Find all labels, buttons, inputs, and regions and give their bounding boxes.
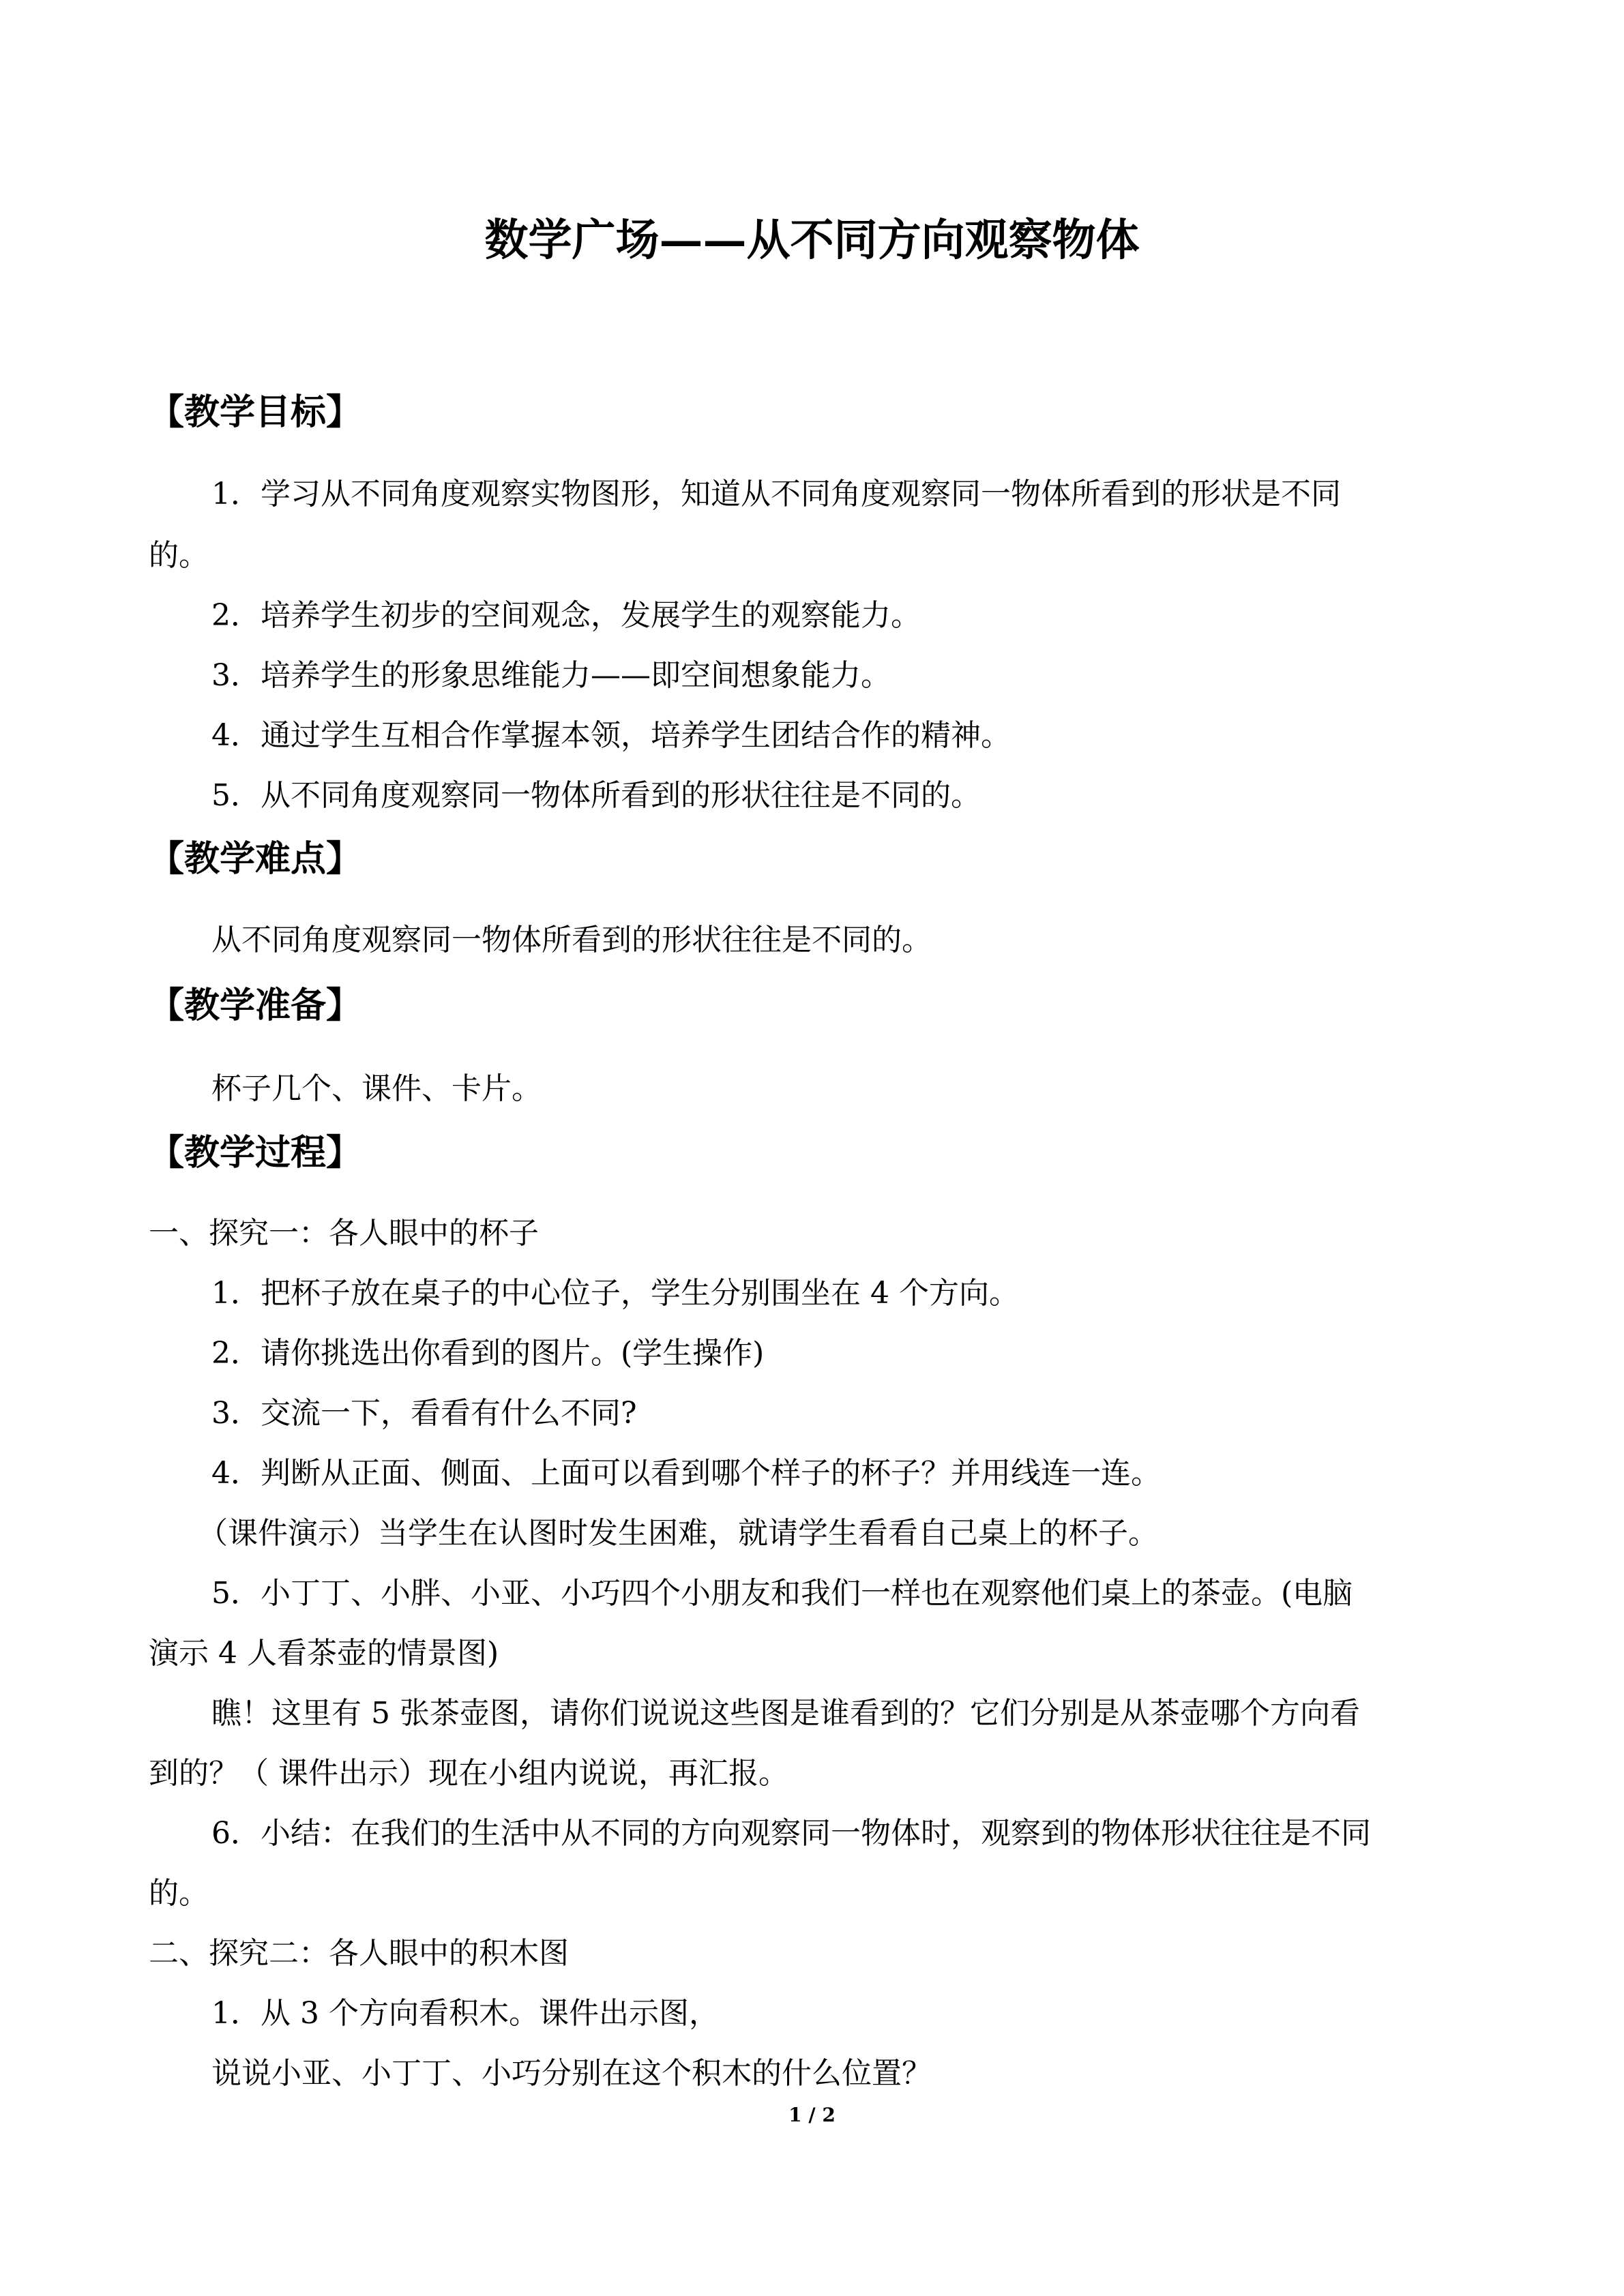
process-line: 演示 4 人看茶壶的情景图) <box>149 1636 499 1671</box>
process-line: 到的？（ 课件出示）现在小组内说说，再汇报。 <box>149 1756 788 1791</box>
preparation-text: 杯子几个、课件、卡片。 <box>211 1071 542 1106</box>
process-line: 6．小结：在我们的生活中从不同的方向观察同一物体时，观察到的物体形状往往是不同 <box>211 1816 1371 1851</box>
goal-item-5: 5．从不同角度观察同一物体所看到的形状往往是不同的。 <box>211 778 981 813</box>
goal-item-1: 1．学习从不同角度观察实物图形，知道从不同角度观察同一物体所看到的形状是不同 <box>211 477 1341 511</box>
process-line: 说说小亚、小丁丁、小巧分别在这个积木的什么位置？ <box>211 2056 932 2091</box>
difficulty-text: 从不同角度观察同一物体所看到的形状往往是不同的。 <box>211 923 932 957</box>
process-line: 5．小丁丁、小胖、小亚、小巧四个小朋友和我们一样也在观察他们桌上的茶壶。(电脑 <box>211 1576 1353 1611</box>
process-line: 1．把杯子放在桌子的中心位子，学生分别围坐在 4 个方向。 <box>211 1276 1019 1311</box>
heading-goals: 【教学目标】 <box>149 391 362 433</box>
heading-process: 【教学过程】 <box>149 1132 362 1174</box>
heading-difficulty: 【教学难点】 <box>149 838 362 880</box>
process-line: 2．请你挑选出你看到的图片。(学生操作) <box>211 1336 765 1371</box>
goal-item-3: 3．培养学生的形象思维能力——即空间想象能力。 <box>211 658 891 693</box>
process-line: 一、探究一：各人眼中的杯子 <box>149 1216 539 1251</box>
page-number: 1 / 2 <box>788 2104 836 2126</box>
process-line: 1．从 3 个方向看积木。课件出示图， <box>211 1996 719 2031</box>
process-line: 瞧！这里有 5 张茶壶图，请你们说说这些图是谁看到的？它们分别是从茶壶哪个方向看 <box>211 1696 1360 1731</box>
process-line: 3．交流一下，看看有什么不同? <box>211 1396 637 1431</box>
goal-item-4: 4．通过学生互相合作掌握本领，培养学生团结合作的精神。 <box>211 718 1011 753</box>
process-line: （课件演示）当学生在认图时发生困难，就请学生看看自己桌上的杯子。 <box>198 1516 1158 1551</box>
goal-item-1-cont: 的。 <box>149 538 209 573</box>
page-title: 数学广场——从不同方向观察物体 <box>484 215 1140 266</box>
process-line: 二、探究二：各人眼中的积木图 <box>149 1936 569 1971</box>
process-line: 的。 <box>149 1876 209 1911</box>
heading-preparation: 【教学准备】 <box>149 985 362 1026</box>
goal-item-2: 2．培养学生初步的空间观念，发展学生的观察能力。 <box>211 598 921 633</box>
process-line: 4．判断从正面、侧面、上面可以看到哪个样子的杯子？并用线连一连。 <box>211 1456 1161 1491</box>
